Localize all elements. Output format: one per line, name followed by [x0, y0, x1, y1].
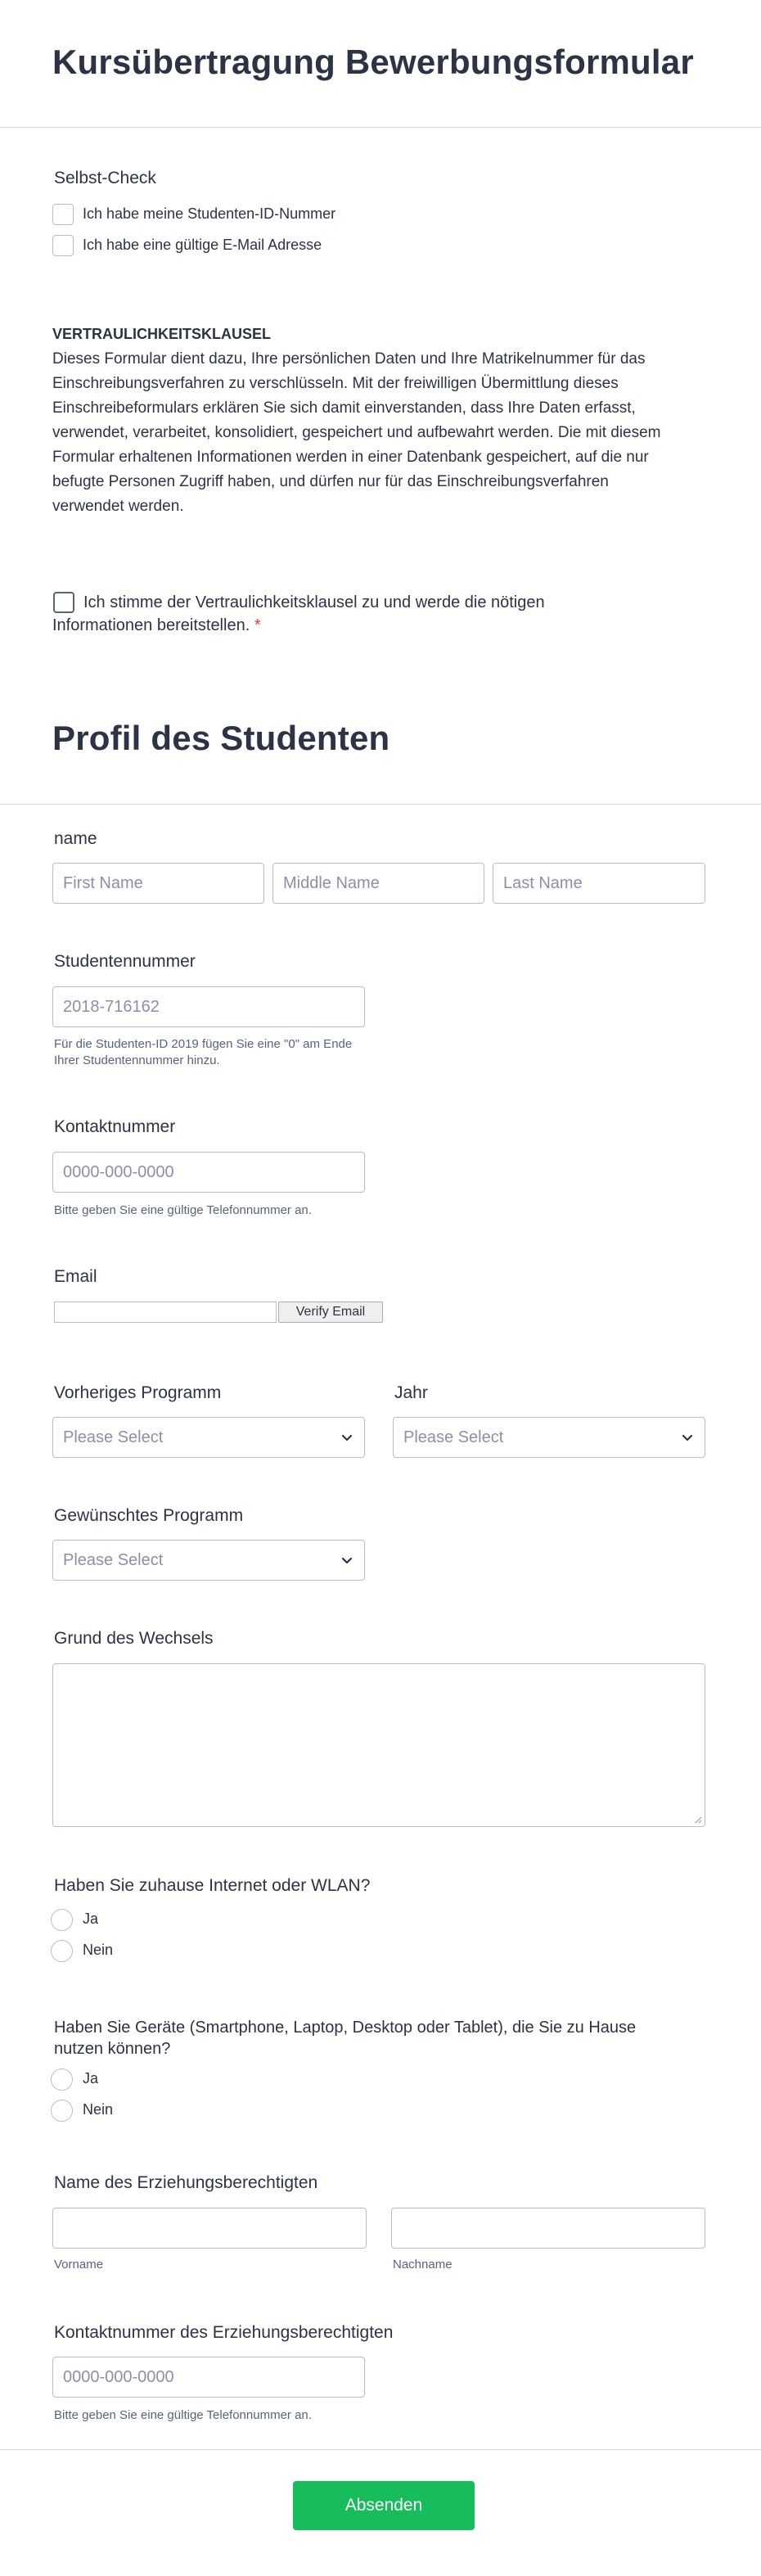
clause-heading: VERTRAULICHKEITSKLAUSEL [52, 326, 272, 342]
last-name-input[interactable] [493, 863, 705, 904]
clause-line: Einschreibeformulars erklären Sie sich damit einverstanden, dass Ihre Daten erfasst, [52, 399, 636, 417]
chevron-down-icon [680, 1430, 695, 1445]
chevron-down-icon [340, 1430, 354, 1445]
section-divider [0, 804, 761, 805]
devices-label-line: Haben Sie Geräte (Smartphone, Laptop, Desktop oder Tablet), die Sie zu Hause [54, 2019, 637, 2037]
consent-line-1: Ich stimme der Vertraulichkeitsklausel zu und werde die nötigen [83, 593, 545, 611]
desired-program-select[interactable] [52, 1540, 365, 1581]
footer-divider [0, 2449, 761, 2450]
hint-line: Für die Studenten-ID 2019 fügen Sie eine "0" am Ende [54, 1037, 353, 1051]
header-divider [0, 127, 761, 128]
chevron-down-icon [340, 1553, 354, 1568]
radio-devices-nein[interactable] [51, 2100, 73, 2122]
clause-text [52, 347, 707, 519]
year-label: Jahr [394, 1383, 428, 1402]
reason-label: Grund des Wechsels [54, 1629, 214, 1648]
checkbox-email-label: Ich habe eine gültige E-Mail Adresse [83, 237, 322, 253]
student-number-hint [54, 1036, 352, 1069]
radio-internet-ja-label: Ja [83, 1911, 99, 1927]
guardian-name-label: Name des Erziehungsberechtigten [54, 2173, 318, 2192]
checkbox-student-id-label: Ich habe meine Studenten-ID-Nummer [83, 205, 336, 222]
devices-label-line: nutzen können? [54, 2040, 171, 2058]
email-input[interactable] [54, 1302, 277, 1323]
name-label: name [54, 829, 97, 848]
guardian-first-sublabel: Vorname [54, 2258, 104, 2271]
clause-line: Einschreibungsverfahren zu verschlüsseln. Mit der freiwilligen Übermittlung dieses [52, 375, 619, 392]
radio-devices-nein-label: Nein [83, 2101, 114, 2118]
guardian-last-name-input[interactable] [391, 2208, 705, 2249]
contact-hint: Bitte geben Sie eine gültige Telefonnummer an. [54, 1203, 312, 1217]
devices-label [54, 2017, 636, 2059]
student-number-input[interactable] [52, 986, 365, 1027]
internet-label: Haben Sie zuhause Internet oder WLAN? [54, 1876, 371, 1895]
consent-label [52, 591, 545, 637]
submit-button[interactable]: Absenden [293, 2481, 475, 2530]
radio-internet-nein[interactable] [51, 1940, 73, 1962]
middle-name-input[interactable] [272, 863, 484, 904]
previous-program-label: Vorheriges Programm [54, 1383, 222, 1402]
student-number-label: Studentennummer [54, 952, 196, 971]
guardian-contact-input[interactable] [52, 2357, 365, 2398]
checkbox-email[interactable] [52, 235, 74, 256]
verify-email-button[interactable]: Verify Email [278, 1302, 383, 1323]
radio-internet-ja[interactable] [51, 1909, 73, 1931]
desired-program-label: Gewünschtes Programm [54, 1506, 244, 1525]
radio-internet-nein-label: Nein [83, 1942, 114, 1958]
guardian-contact-label: Kontaktnummer des Erziehungsberechtigten [54, 2323, 394, 2342]
consent-line-2: Informationen bereitstellen. [52, 616, 250, 634]
contact-label: Kontaktnummer [54, 1117, 176, 1136]
section-title-profile: Profil des Studenten [52, 719, 390, 757]
clause-line: verwendet, verarbeitet, konsolidiert, gespeichert und aufbewahrt werden. Die mit diesem [52, 424, 661, 441]
guardian-contact-hint: Bitte geben Sie eine gültige Telefonnummer an. [54, 2408, 312, 2422]
year-value: Please Select [403, 1428, 504, 1446]
year-select[interactable] [393, 1417, 705, 1458]
clause-line: Dieses Formular dient dazu, Ihre persönlichen Daten und Ihre Matrikelnummer für das [52, 350, 646, 368]
clause-line: Formular erhaltenen Informationen werden in einer Datenbank gespeichert, auf die nur [52, 449, 649, 466]
form-title: Kursübertragung Bewerbungsformular [52, 43, 694, 81]
email-label: Email [54, 1267, 97, 1286]
reason-textarea[interactable] [52, 1663, 705, 1827]
guardian-first-name-input[interactable] [52, 2208, 367, 2249]
hint-line: Ihrer Studentennummer hinzu. [54, 1053, 220, 1067]
radio-devices-ja[interactable] [51, 2068, 73, 2091]
checkbox-student-id[interactable] [52, 204, 74, 225]
previous-program-value: Please Select [63, 1428, 164, 1446]
clause-line: befugte Personen Zugriff haben, und dürfen nur für das Einschreibungsverfahren [52, 473, 609, 490]
radio-devices-ja-label: Ja [83, 2070, 99, 2087]
contact-input[interactable] [52, 1152, 365, 1193]
clause-line: verwendet werden. [52, 498, 184, 515]
previous-program-select[interactable] [52, 1417, 365, 1458]
self-check-label: Selbst-Check [54, 169, 156, 187]
desired-program-value: Please Select [63, 1551, 164, 1569]
first-name-input[interactable] [52, 863, 264, 904]
guardian-last-sublabel: Nachname [393, 2258, 453, 2271]
resize-grip-icon[interactable] [694, 1816, 702, 1824]
required-mark: * [254, 616, 261, 634]
